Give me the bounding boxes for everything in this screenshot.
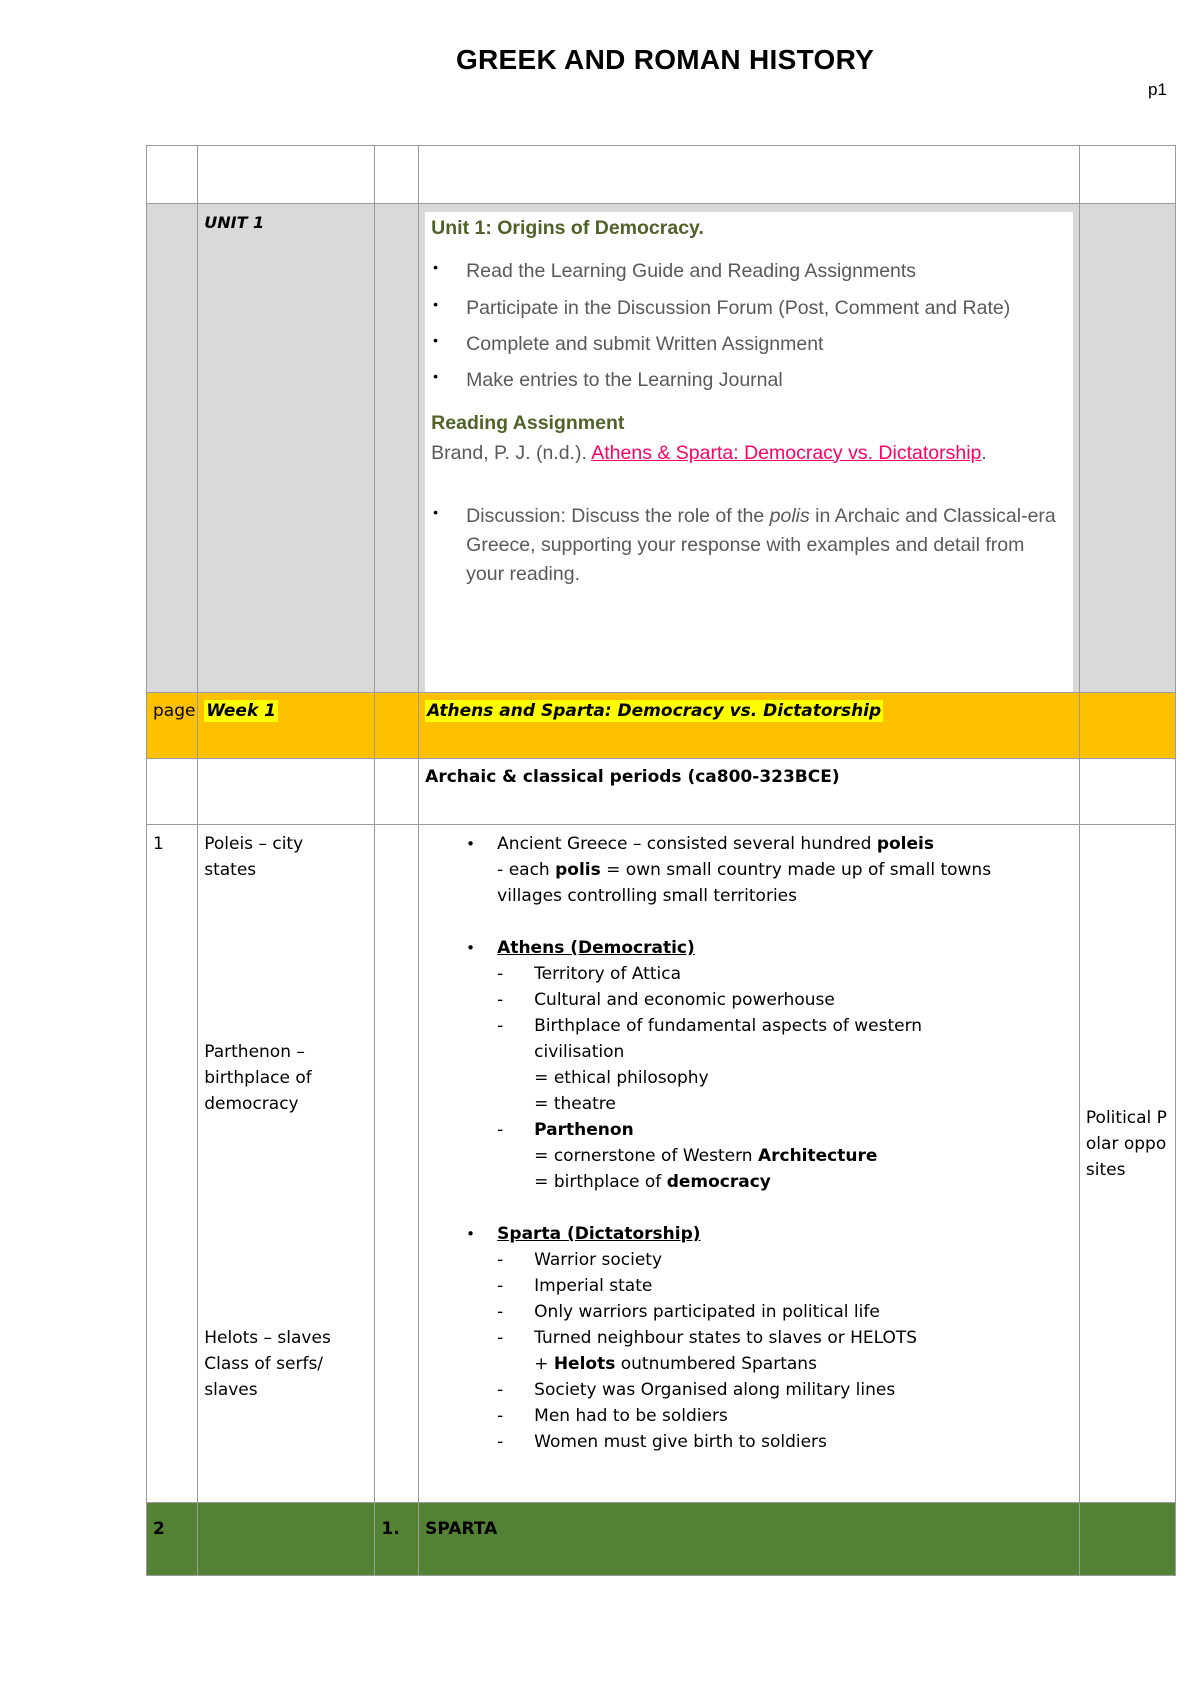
document-title: GREEK AND ROMAN HISTORY xyxy=(455,44,875,75)
side-note-helots: Helots – slaves xyxy=(204,1328,331,1348)
side-note-serfs: Class of serfs/ slaves xyxy=(204,1354,324,1400)
unit-overview-box xyxy=(425,212,1073,692)
list-item: - Warrior society xyxy=(497,1250,663,1270)
table-row-period xyxy=(147,759,1176,825)
right-note-cell xyxy=(1079,825,1175,1503)
unit-task-list xyxy=(431,257,1067,395)
athens-heading: Athens (Democratic) xyxy=(497,938,695,958)
list-item xyxy=(425,1221,1073,1247)
week-page-cell: page xyxy=(147,693,198,759)
unit-overview-cell xyxy=(419,204,1080,693)
list-item: - Society was Organised along military lines xyxy=(497,1380,896,1400)
unit-label-cell xyxy=(198,204,375,693)
week-label-cell xyxy=(198,693,375,759)
sparta-row-index: 1. xyxy=(375,1503,419,1576)
reading-assignment-heading: Reading Assignment xyxy=(431,412,625,435)
notes-content-cell: • Ancient Greece – consisted several hundred poleis - each polis = own small country made up of small towns villages controlling small territories • Athens (Democratic) - Territory of Attica - Cultural and economic powerhouse - Birthplace of fundamental aspects of western civilisation = ethical philosophy = theatre - Parthenon = cornerstone of Western Architecture = birthplace of democracy • Sparta (Dictatorship) - Warrior society - Imperial state - Only warriors participated in political life - Turned neighbour states to slaves or HELOTS + Helots outnumbered Spartans - Society was Organised along military lines - Men had to be soldiers - Women must give birth to soldiers xyxy=(419,825,1080,1503)
side-note-poleis: Poleis – city states xyxy=(204,834,304,880)
sparta-heading: Sparta (Dictatorship) xyxy=(497,1224,701,1244)
side-notes-cell xyxy=(198,825,375,1503)
side-note-parthenon: Parthenon – birthplace of democracy xyxy=(204,1042,312,1114)
list-item: - Birthplace of fundamental aspects of western civilisation xyxy=(497,1016,923,1062)
week-topic-cell xyxy=(419,693,1080,759)
list-item: • Read the Learning Guide and Reading Assignments xyxy=(466,257,1067,286)
discussion-prompt: • Discussion: Discuss the role of the polis in Archaic and Classical-era Greece, supporting your response with examples and detail from your reading. xyxy=(466,502,1067,590)
table-row-sparta xyxy=(147,1503,1176,1576)
discussion-list xyxy=(431,502,1067,590)
right-note: Political Polar opposites xyxy=(1085,1107,1167,1180)
unit-label: UNIT 1 xyxy=(204,213,265,232)
week-topic: Athens and Sparta: Democracy vs. Dictatorship xyxy=(427,701,882,721)
period-heading: Archaic & classical periods (ca800-323BCE) xyxy=(419,759,1080,825)
sparta-row-title: SPARTA xyxy=(419,1503,1080,1576)
table-row-unit xyxy=(147,204,1176,693)
list-item: • Make entries to the Learning Journal xyxy=(466,366,1067,395)
list-item: - Only warriors participated in political life xyxy=(497,1302,880,1322)
table-row-empty xyxy=(147,146,1176,204)
reading-citation: Brand, P. J. (n.d.). Athens & Sparta: Democracy vs. Dictatorship. xyxy=(431,441,987,464)
table-row-week xyxy=(147,693,1176,759)
list-item: - Women must give birth to soldiers xyxy=(497,1432,827,1452)
study-notes-table xyxy=(146,145,1176,1576)
list-item: - Turned neighbour states to slaves or HELOTS xyxy=(497,1328,918,1348)
list-item: • Participate in the Discussion Forum (Post, Comment and Rate) xyxy=(466,294,1067,323)
list-item: - Parthenon xyxy=(497,1120,634,1140)
unit-heading: Unit 1: Origins of Democracy. xyxy=(431,217,704,239)
list-item: • Ancient Greece – consisted several hundred poleis xyxy=(425,831,1073,857)
table-row-notes xyxy=(147,825,1176,1503)
reading-link[interactable]: Athens & Sparta: Democracy vs. Dictatorship xyxy=(591,441,982,464)
page-number: p1 xyxy=(1148,80,1167,99)
list-item: - Territory of Attica xyxy=(497,964,681,984)
list-item xyxy=(425,935,1073,961)
list-item: • Complete and submit Written Assignment xyxy=(466,330,1067,359)
list-item: - Imperial state xyxy=(497,1276,653,1296)
list-item: - Men had to be soldiers xyxy=(497,1406,728,1426)
notes-number: 1 xyxy=(147,825,198,1503)
week-label: Week 1 xyxy=(206,701,277,721)
sparta-row-number: 2 xyxy=(147,1503,198,1576)
list-item: - Cultural and economic powerhouse xyxy=(497,990,835,1010)
